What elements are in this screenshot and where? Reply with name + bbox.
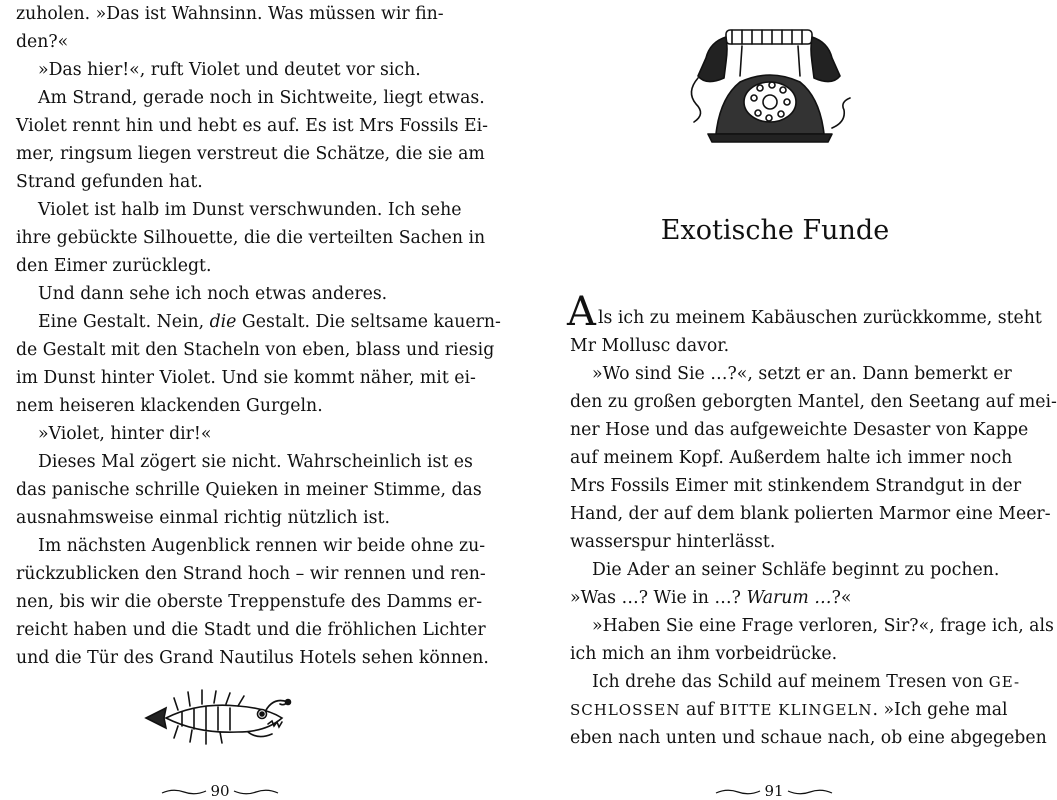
text-line bbox=[570, 584, 980, 612]
emphasis: die bbox=[209, 312, 237, 332]
ornament-flourish-icon bbox=[716, 787, 760, 797]
page-number: 91 bbox=[764, 782, 784, 800]
text-line: Hand, der auf dem blank polierten Marmor eine Meer- bbox=[570, 504, 1051, 524]
text-line: Violet ist halb im Dunst verschwunden. Ich sehe bbox=[38, 200, 462, 220]
text-line: »Das hier!«, ruft Violet und deutet vor sich. bbox=[38, 60, 421, 80]
text-line: Mrs Fossils Eimer mit stinkendem Strandgut in der bbox=[570, 476, 1022, 496]
text-line: eben nach unten und schaue nach, ob eine abgegeben bbox=[570, 728, 1047, 748]
small-caps-text: BITTE KLINGELN bbox=[719, 701, 873, 719]
text-line: »Haben Sie eine Frage verloren, Sir?«, frage ich, als bbox=[592, 616, 1054, 636]
ornament-flourish-icon bbox=[162, 787, 206, 797]
page-number-left bbox=[140, 782, 300, 800]
text-line: Am Strand, gerade noch in Sichtweite, liegt etwas. bbox=[38, 88, 485, 108]
text-line: Dieses Mal zögert sie nicht. Wahrscheinlich ist es bbox=[38, 452, 473, 472]
text-line: Im nächsten Augenblick rennen wir beide ohne zu- bbox=[38, 536, 486, 556]
text-line: mer, ringsum liegen verstreut die Schätze, die sie am bbox=[16, 144, 485, 164]
drop-cap: A bbox=[567, 289, 596, 335]
text-line bbox=[38, 308, 501, 336]
text-line: wasserspur hinterlässt. bbox=[570, 532, 776, 552]
text-line: den?« bbox=[16, 32, 69, 52]
small-caps-text: GE- bbox=[988, 673, 1021, 691]
text-line: ich mich an ihm vorbeidrücke. bbox=[570, 644, 838, 664]
text-line: das panische schrille Quieken in meiner Stimme, das bbox=[16, 480, 482, 500]
text-line: den zu großen geborgten Mantel, den Seetang auf mei- bbox=[570, 392, 1057, 412]
text-line: ihre gebückte Silhouette, die die verteilten Sachen in bbox=[16, 228, 486, 248]
text-segment: Ich drehe das Schild auf meinem Tresen von bbox=[592, 672, 989, 692]
text-line: ausnahmsweise einmal richtig nützlich ist. bbox=[16, 508, 390, 528]
text-line: Violet rennt hin und hebt es auf. Es ist Mrs Fossils Ei- bbox=[16, 116, 488, 136]
text-segment: . »Ich gehe mal bbox=[872, 700, 1008, 720]
text-line: im Dunst hinter Violet. Und sie kommt näher, mit ei- bbox=[16, 368, 476, 388]
chapter-title: Exotische Funde bbox=[660, 215, 890, 246]
text-line: Und dann sehe ich noch etwas anderes. bbox=[38, 284, 388, 304]
small-caps-text: SCHLOSSEN bbox=[570, 701, 681, 719]
page-number-right bbox=[694, 782, 854, 800]
text-line: ls ich zu meinem Kabäuschen zurückkomme, steht bbox=[598, 308, 1042, 328]
telephone-icon bbox=[680, 18, 860, 148]
text-segment: auf bbox=[680, 700, 720, 720]
text-line: Mr Mollusc davor. bbox=[570, 336, 730, 356]
text-line: zuholen. »Das ist Wahnsinn. Was müssen wir fin- bbox=[16, 4, 444, 24]
emphasis: Warum … bbox=[746, 588, 832, 608]
text-line: und die Tür des Grand Nautilus Hotels sehen können. bbox=[16, 648, 489, 668]
text-segment: Gestalt. Die seltsame kauern- bbox=[236, 312, 501, 332]
text-line: auf meinem Kopf. Außerdem halte ich immer noch bbox=[570, 448, 1013, 468]
text-line: reicht haben und die Stadt und die fröhlichen Lichter bbox=[16, 620, 486, 640]
text-line: ner Hose und das aufgeweichte Desaster von Kappe bbox=[570, 420, 1029, 440]
text-line: »Violet, hinter dir!« bbox=[38, 424, 212, 444]
text-line: Die Ader an seiner Schläfe beginnt zu pochen. bbox=[592, 560, 1000, 580]
text-segment: ?« bbox=[831, 588, 852, 608]
text-line: nen, bis wir die oberste Treppenstufe des Damms er- bbox=[16, 592, 483, 612]
text-line: den Eimer zurücklegt. bbox=[16, 256, 212, 276]
text-line: Strand gefunden hat. bbox=[16, 172, 203, 192]
text-line bbox=[592, 668, 1021, 696]
ornament-flourish-icon bbox=[788, 787, 832, 797]
ornament-flourish-icon bbox=[234, 787, 278, 797]
text-line: »Wo sind Sie …?«, setzt er an. Dann bemerkt er bbox=[592, 364, 1012, 384]
anglerfish-icon bbox=[138, 688, 298, 748]
page-number: 90 bbox=[210, 782, 230, 800]
text-line: de Gestalt mit den Stacheln von eben, blass und riesig bbox=[16, 340, 495, 360]
text-segment: »Was …? Wie in …? bbox=[570, 588, 747, 608]
text-line: rückzublicken den Strand hoch – wir rennen und ren- bbox=[16, 564, 486, 584]
text-line bbox=[570, 696, 1008, 724]
text-line: nem heiseren klackenden Gurgeln. bbox=[16, 396, 323, 416]
text-segment: Eine Gestalt. Nein, bbox=[38, 312, 210, 332]
